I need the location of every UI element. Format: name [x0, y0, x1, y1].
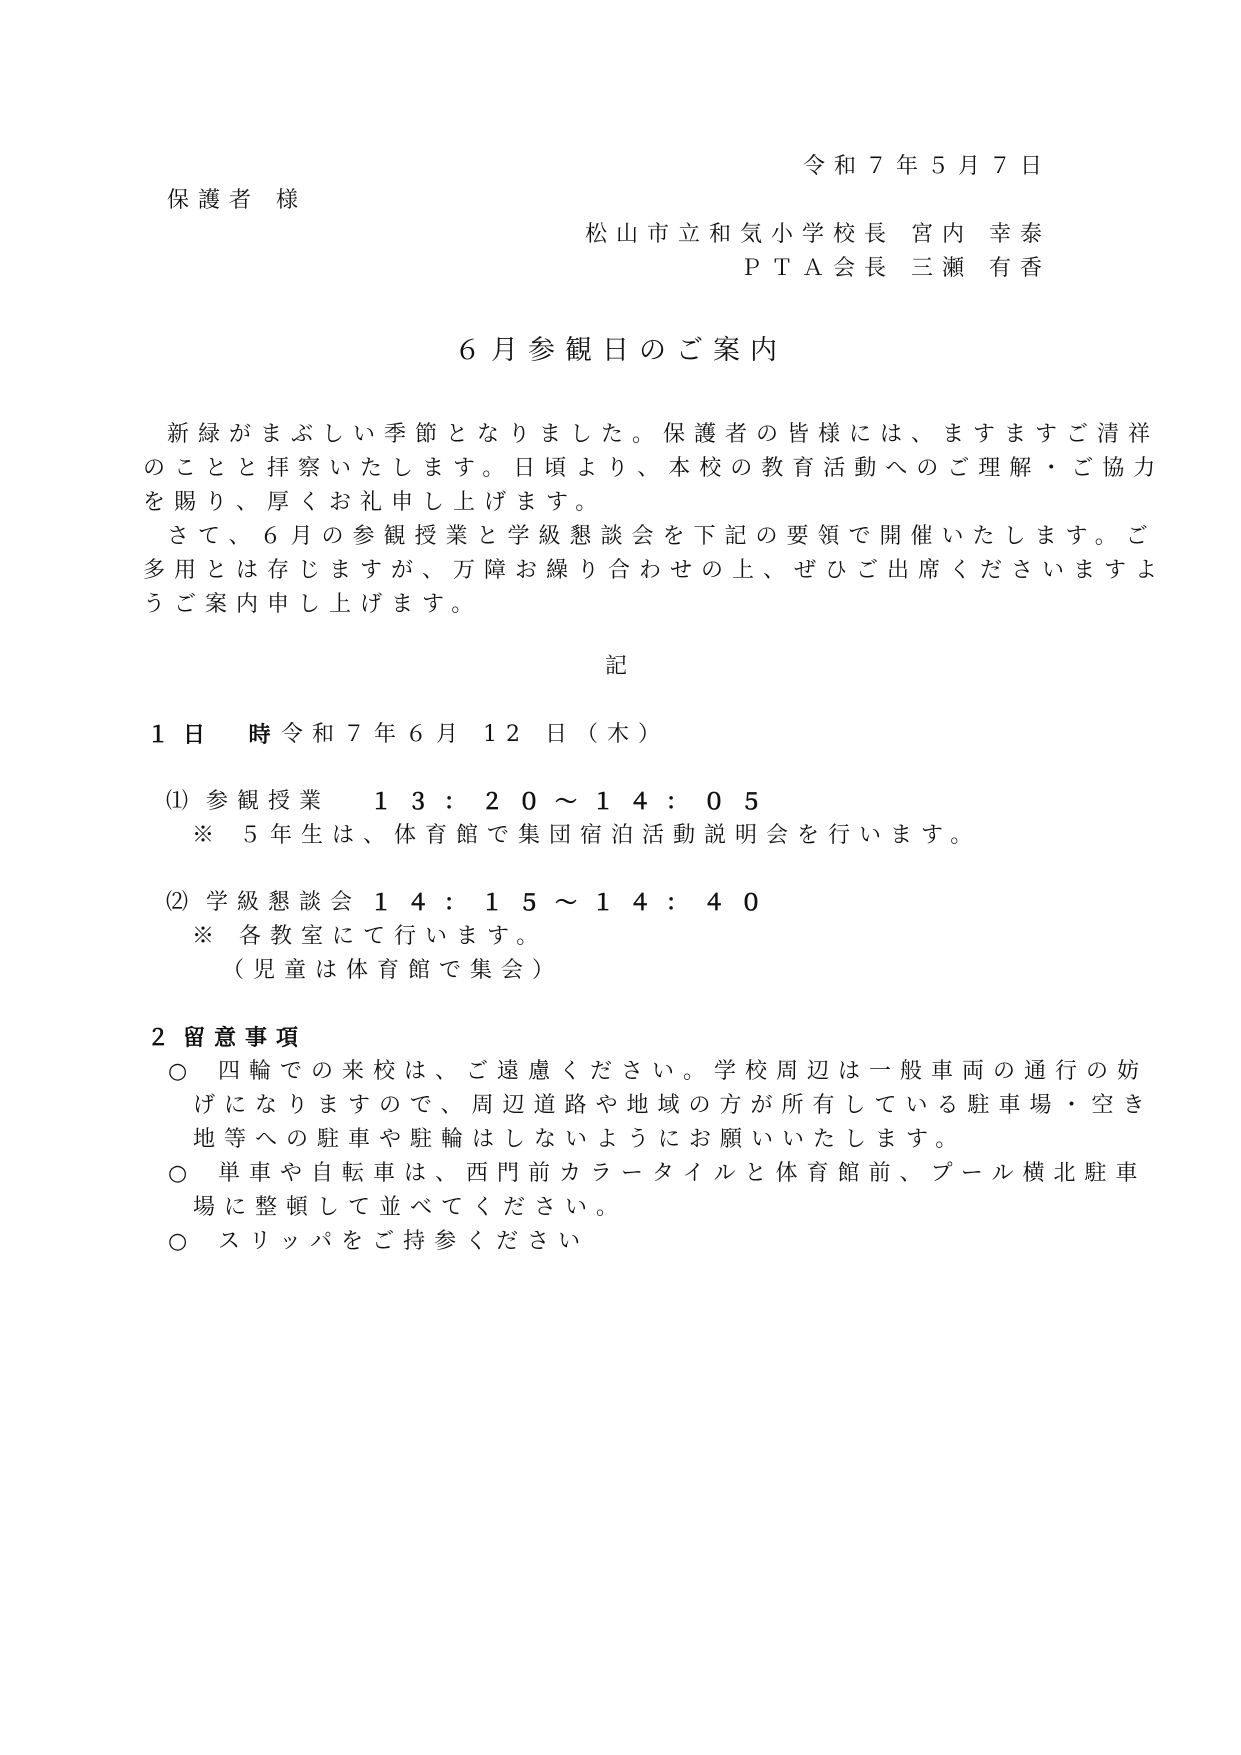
paragraph-line: を賜り、厚くお礼申し上げます。 [143, 490, 607, 515]
paragraph-line: さて、６月の参観授業と学級懇談会を下記の要領で開催いたします。ご [167, 524, 1157, 549]
list-item-line: 四輪での来校は、ご遠慮ください。学校周辺は一般車両の通行の妨 [218, 1059, 1149, 1084]
list-item-line: げになりますので、周辺道路や地域の方が所有している駐車場・空き [193, 1093, 1154, 1118]
list-item-line: 場に整頓して並べてください。 [193, 1195, 628, 1220]
list-item-line: スリッパをご持参ください [218, 1229, 590, 1254]
letter-date: 令和７年５月７日 [802, 154, 1051, 179]
item-note: ※ 各教室にて行います。 [192, 924, 548, 949]
item-label: 参観授業 [206, 789, 331, 814]
paragraph-line: 新緑がまぶしい季節となりました。保護者の皆様には、ますますご清祥 [167, 422, 1160, 447]
section-number: １ [147, 722, 179, 748]
bullet-icon: ○ [168, 1229, 197, 1254]
bullet-icon: ○ [168, 1161, 197, 1186]
item-note-sub: （児童は体育館で集会） [222, 958, 564, 983]
item-marker: ⑴ [166, 789, 189, 814]
ki-heading: 記 [604, 654, 636, 679]
class-meeting-time: １４：１５～１４：４０ [370, 890, 778, 916]
paragraph-line: うご案内申し上げます。 [143, 592, 483, 617]
bullet-icon: ○ [168, 1059, 197, 1084]
section-heading: 日 時 [183, 722, 289, 748]
sender-school-principal: 松山市立和気小学校長 宮内 幸泰 [585, 222, 1051, 247]
paragraph-line: のことと拝察いたします。日頃より、本校の教育活動へのご理解・ご協力 [143, 456, 1165, 481]
open-class-time: １３：２０～１４：０５ [370, 789, 778, 815]
event-date: 令和７年６月 12 日（木） [281, 722, 669, 747]
recipient: 保護者 様 [167, 188, 307, 213]
item-marker: ⑵ [166, 890, 189, 915]
page-title: ６月参観日のご案内 [454, 335, 787, 366]
item-note: ※ ５年生は、体育館で集団宿泊活動説明会を行います。 [192, 823, 982, 848]
section-heading: 留意事項 [183, 1025, 308, 1051]
paragraph-line: 多用とは存じますが、万障お繰り合わせの上、ぜひご出席くださいますよ [143, 558, 1167, 583]
sender-pta-president: ＰＴＡ会長 三瀬 有香 [740, 256, 1051, 281]
list-item-line: 地等への駐車や駐輪はしないようにお願いいたします。 [193, 1127, 967, 1152]
section-number: ２ [147, 1025, 179, 1051]
item-label: 学級懇談会 [206, 890, 362, 915]
list-item-line: 単車や自転車は、西門前カラータイルと体育館前、プール横北駐車 [218, 1161, 1147, 1186]
